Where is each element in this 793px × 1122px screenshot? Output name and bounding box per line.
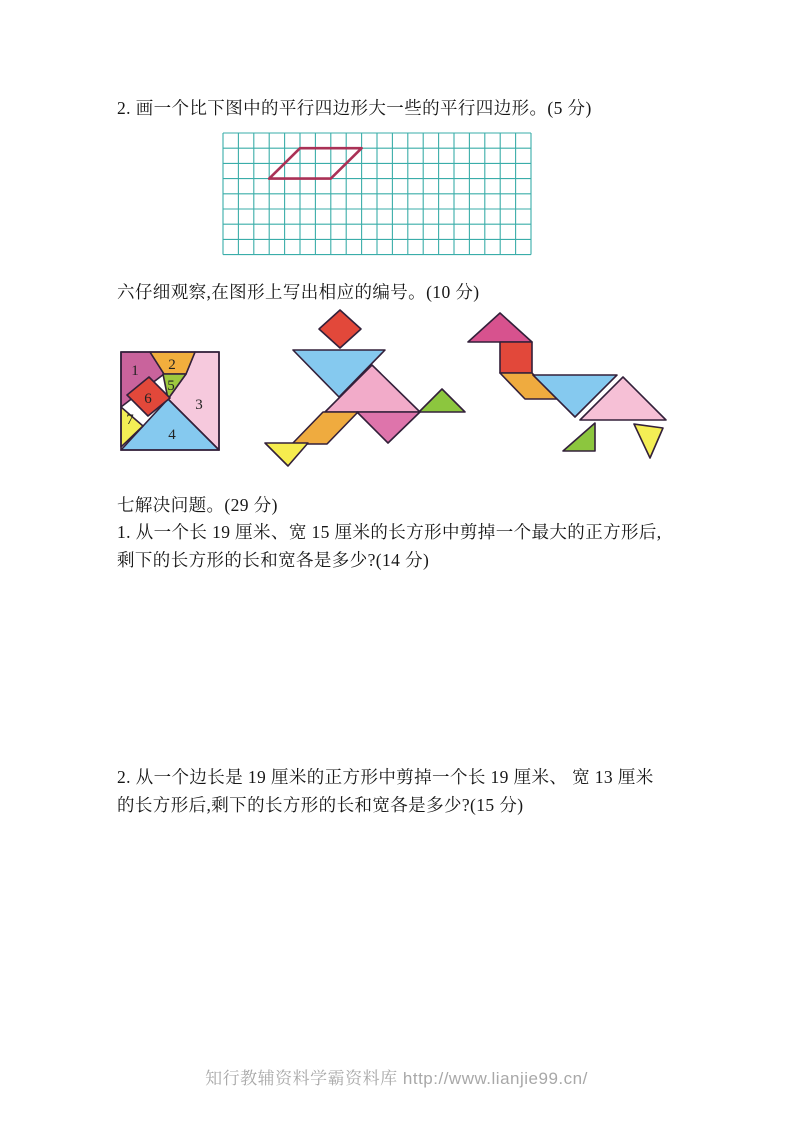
piece-head <box>319 310 361 348</box>
grid-figure <box>223 133 531 255</box>
runner-tangram-figure <box>255 300 470 470</box>
problem1-line1: 1. 从一个长 19 厘米、宽 15 厘米的长方形中剪掉一个最大的正方形后, <box>117 522 662 542</box>
square-tangram-figure <box>121 352 219 450</box>
footer-watermark: 知行教辅资料学霸资料库 http://www.lianjie99.cn/ <box>205 1069 588 1088</box>
svg-text:1: 1 <box>131 363 139 379</box>
problem2-line1: 2. 从一个边长是 19 厘米的正方形中剪掉一个长 19 厘米、 宽 13 厘米 <box>117 767 654 787</box>
svg-text:2: 2 <box>168 357 176 373</box>
bird-tangram-figure <box>450 300 670 460</box>
piece-head <box>468 313 532 342</box>
piece-tail <box>634 424 663 458</box>
piece-thigh <box>292 412 358 444</box>
question2-text: 2. 画一个比下图中的平行四边形大一些的平行四边形。(5 分) <box>117 98 592 118</box>
piece-neck <box>500 342 532 373</box>
section6-title: 六仔细观察,在图形上写出相应的编号。(10 分) <box>117 282 480 302</box>
piece-leg <box>563 423 595 451</box>
svg-text:7: 7 <box>126 412 134 428</box>
svg-text:5: 5 <box>167 378 175 394</box>
section7-title: 七解决问题。(29 分) <box>117 495 278 515</box>
piece-leg <box>357 412 420 443</box>
problem2-line2: 的长方形后,剩下的长方形的长和宽各是多少?(15 分) <box>117 795 524 815</box>
svg-text:3: 3 <box>195 397 203 413</box>
piece-foot <box>265 443 308 466</box>
svg-text:6: 6 <box>144 391 152 407</box>
svg-text:4: 4 <box>168 427 176 443</box>
problem1-line2: 剩下的长方形的长和宽各是多少?(14 分) <box>117 550 430 570</box>
